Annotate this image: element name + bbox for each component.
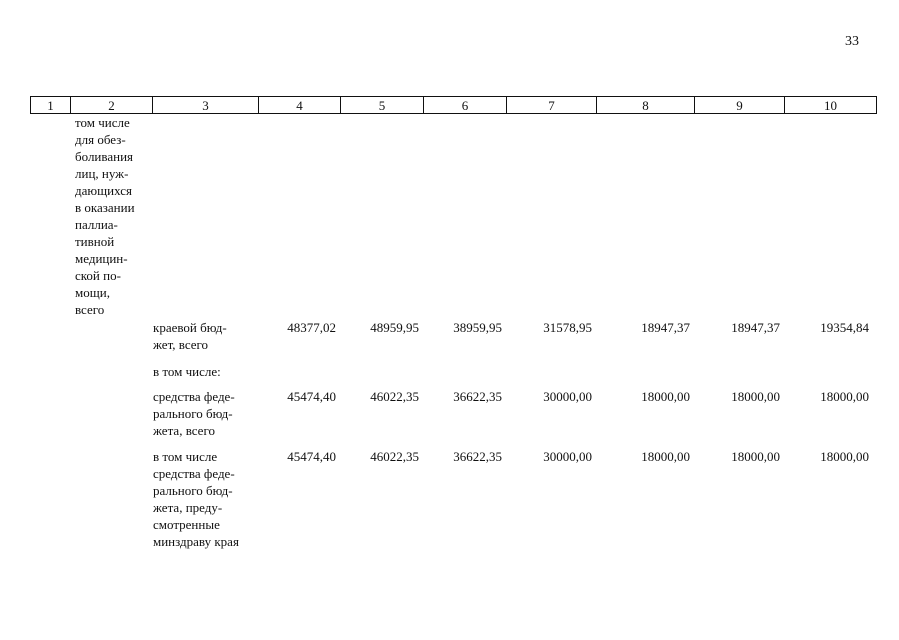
header-col-8: 8 xyxy=(597,97,695,114)
label-line: в том числе: xyxy=(153,364,221,379)
row-label-federal-funds xyxy=(153,388,258,439)
value-cell: 18947,37 xyxy=(731,320,780,335)
label-line: жета, всего xyxy=(153,423,215,438)
value-cell: 48959,95 xyxy=(370,320,419,335)
value-cell: 45474,40 xyxy=(287,389,336,404)
row-label-federal-funds-ministry xyxy=(153,448,258,550)
header-col-4: 4 xyxy=(259,97,341,114)
label-line: рального бюд- xyxy=(153,483,233,498)
label-line: минздраву края xyxy=(153,534,239,549)
value-cell: 30000,00 xyxy=(543,389,592,404)
header-col-1: 1 xyxy=(31,97,71,114)
description-line: лиц, нуж- xyxy=(75,166,129,181)
label-line: смотренные xyxy=(153,517,220,532)
value-cell: 36622,35 xyxy=(453,449,502,464)
header-col-6: 6 xyxy=(424,97,507,114)
value-cell: 36622,35 xyxy=(453,389,502,404)
label-line: средства феде- xyxy=(153,466,235,481)
description-line: том числе xyxy=(75,115,130,130)
value-cell: 46022,35 xyxy=(370,449,419,464)
value-cell: 48377,02 xyxy=(287,320,336,335)
value-cell: 18947,37 xyxy=(641,320,690,335)
value-cell: 31578,95 xyxy=(543,320,592,335)
header-col-9: 9 xyxy=(695,97,785,114)
column-number-header xyxy=(30,96,877,114)
header-col-7: 7 xyxy=(507,97,597,114)
description-line: медицин- xyxy=(75,251,128,266)
value-cell: 38959,95 xyxy=(453,320,502,335)
value-cell: 18000,00 xyxy=(731,449,780,464)
description-line: ской по- xyxy=(75,268,121,283)
value-cell: 18000,00 xyxy=(641,389,690,404)
header-col-5: 5 xyxy=(341,97,424,114)
program-description xyxy=(75,114,146,318)
row-label-regional-budget xyxy=(153,319,258,353)
value-cell: 45474,40 xyxy=(287,449,336,464)
label-line: жет, всего xyxy=(153,337,209,352)
description-line: боливания xyxy=(75,149,134,164)
value-cell: 19354,84 xyxy=(820,320,869,335)
description-line: для обез- xyxy=(75,132,126,147)
value-cell: 18000,00 xyxy=(820,389,869,404)
description-line: паллиа- xyxy=(75,217,118,232)
description-line: дающихся xyxy=(75,183,132,198)
value-cell: 30000,00 xyxy=(543,449,592,464)
value-cell: 18000,00 xyxy=(641,449,690,464)
value-cell: 18000,00 xyxy=(731,389,780,404)
label-line: рального бюд- xyxy=(153,406,233,421)
page-number: 33 xyxy=(845,34,859,49)
label-line: средства феде- xyxy=(153,389,235,404)
label-line: жета, преду- xyxy=(153,500,223,515)
row-label-including xyxy=(153,363,258,380)
description-line: всего xyxy=(75,302,105,317)
description-line: мощи, xyxy=(75,285,110,300)
description-line: тивной xyxy=(75,234,115,249)
label-line: в том числе xyxy=(153,449,218,464)
value-cell: 18000,00 xyxy=(820,449,869,464)
header-col-10: 10 xyxy=(785,97,877,114)
label-line: краевой бюд- xyxy=(153,320,227,335)
description-line: в оказании xyxy=(75,200,135,215)
header-col-3: 3 xyxy=(153,97,259,114)
value-cell: 46022,35 xyxy=(370,389,419,404)
header-col-2: 2 xyxy=(71,97,153,114)
